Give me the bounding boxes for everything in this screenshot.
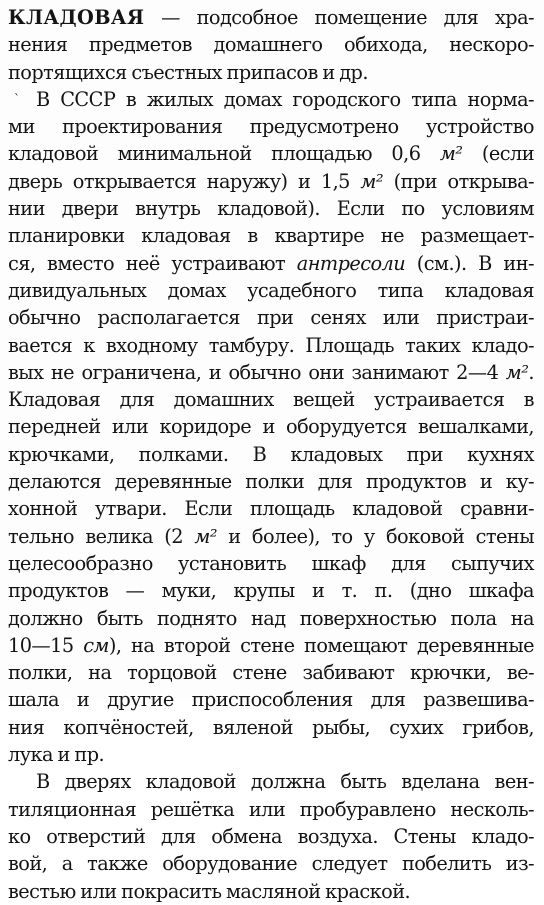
article-line-14: вых не ограничена, и обычно они занимают 2—4 м².: [8, 360, 534, 384]
article-line-21: целесообразно установить шкаф для сыпучих: [8, 551, 534, 575]
article-line-17: крючками, полками. В кладовых при кухнях: [8, 442, 534, 466]
article-line-20: тельно велика (2 м² и более), то у боковой стены: [8, 524, 534, 548]
article-line-25: полки, на торцовой стене забивают крючки, ве-: [8, 661, 534, 685]
unit-square-metre: м²: [505, 360, 529, 384]
margin-mark: ˋ: [14, 91, 20, 106]
article-line-19: хонной утвари. Если площадь кладовой сравни-: [8, 497, 534, 521]
article-line-26: шала и другие приспособления для развешива-: [8, 688, 534, 712]
article-line-2: нения предметов домашнего обихода, нескоро-: [8, 33, 534, 57]
article-line-30: тиляционная решётка или пробуравлено несколь-: [8, 797, 534, 821]
article-line-10: ся, вместо неё устраивают антресоли (см.). В ин-: [8, 251, 534, 275]
article-line-4: ˋ В СССР в жилых домах городского типа норма-: [8, 86, 534, 113]
article-line-5: ми проектирования предусмотрено устройство: [8, 115, 534, 139]
encyclopedia-article: [8, 4, 534, 905]
article-headword: КЛАДОВАЯ: [8, 6, 145, 29]
article-line-23: должно быть поднято над поверхностью пола на: [8, 606, 534, 630]
unit-centimetre: см: [83, 633, 109, 657]
article-line-27: ния копчёностей, вяленой рыбы, сухих грибов,: [8, 715, 534, 739]
article-line-28: лука и пр.: [8, 743, 105, 767]
unit-square-metre: м²: [194, 524, 217, 548]
unit-square-metre: м²: [360, 169, 384, 193]
article-line-16: передней или коридоре и оборудуется вешалками,: [8, 415, 534, 439]
article-line-8: нии двери внутрь кладовой). Если по условиям: [8, 197, 534, 221]
article-line-22: продуктов — муки, крупы и т. п. (дно шкафа: [8, 579, 534, 603]
article-line-32: вой, а также оборудование следует побелить из-: [8, 852, 534, 876]
article-line-29: В дверях кладовой должна быть вделана вен-: [36, 770, 534, 794]
article-line-13: вается к входному тамбуру. Площадь таких кладо-: [8, 333, 534, 357]
article-line-15: Кладовая для домашних вещей устраивается в: [8, 388, 534, 412]
article-line-24: 10—15 см), на второй стене помещают деревянные: [8, 633, 534, 657]
article-line-11: дивидуальных домах усадебного типа кладовая: [8, 278, 534, 302]
article-line-33: вестью или покрасить масляной краской.: [8, 879, 411, 903]
article-line-9: планировки кладовая в квартире не размещает-: [8, 224, 534, 248]
article-line-6: кладовой минимальной площадью 0,6 м² (если: [8, 142, 534, 166]
article-line-3: портящихся съестных припасов и др.: [8, 60, 368, 84]
article-line-7: дверь открывается наружу) и 1,5 м² (при открыва-: [8, 169, 534, 193]
cross-reference-link[interactable]: антресоли: [296, 251, 406, 275]
unit-square-metre: м²: [439, 142, 463, 166]
article-line-1: КЛАДОВАЯ — подсобное помещение для хра-: [8, 6, 534, 29]
article-line-12: обычно располагается при сенях или пристраи-: [8, 306, 534, 330]
article-line-18: делаются деревянные полки для продуктов и ку-: [8, 470, 534, 494]
article-line-31: ко отверстий для обмена воздуха. Стены кладо-: [8, 824, 534, 848]
